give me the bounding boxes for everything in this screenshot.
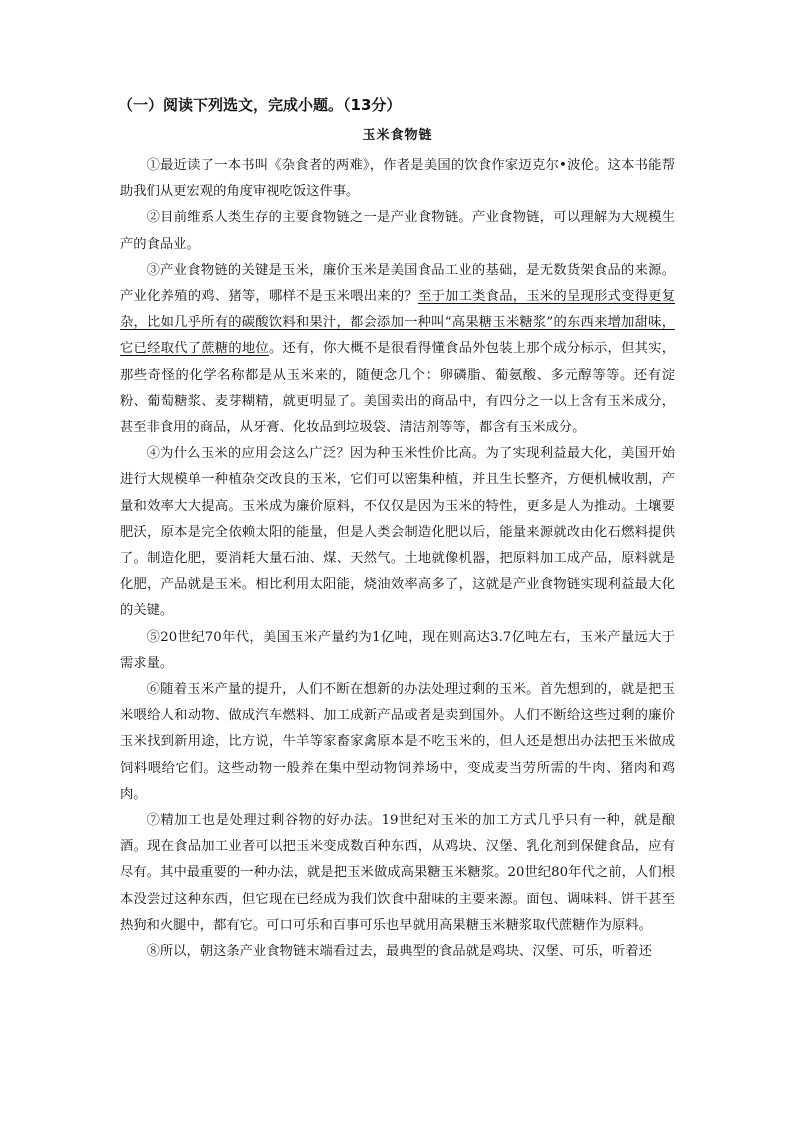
paragraph-6: ⑥随着玉米产量的提升，人们不断在想新的办法处理过剩的玉米。首先想到的，就是把玉米喂给人和动物、做成汽车燃料、加工成新产品或者是卖到国外。人们不断给这些过剩的廉价玉米找到新用途，比方说，牛羊等家畜家禽原本是不吃玉米的，但人还是想出办法把玉米做成饲料喂给它们。这些动物一般养在集中型动物饲养场中，变成麦当劳所需的牛肉、猪肉和鸡肉。: [120, 682, 675, 802]
paragraph-3: [120, 258, 675, 441]
paragraph-8: ⑧所以，朝这条产业食物链末端看过去，最典型的食品就是鸡块、汉堡、可乐，听着还: [146, 944, 652, 960]
paragraph-3-end: 。还有，你大概不是很看得懂食品外包装上那个成分标示，但其实，那些奇怪的化学名称都是从玉米来的，随便念几个：卵磷脂、葡氨酸、多元醇等等。还有淀粉、葡萄糖浆、麦芽糊精，就更明显了。美国卖出的商品中，有四分之一以上含有玉米成分，甚至非食用的商品，从牙膏、化妆品到垃圾袋、清洁剂等等，都含有玉米成分。: [120, 341, 675, 436]
document-page: [120, 95, 675, 965]
section-heading: （一）阅读下列选文，完成小题。（13分）: [118, 96, 402, 114]
underlined-sentence: 至于加工类食品，玉米的呈现形式变得更复杂，比如几乎所有的碳酸饮料和果汁，都会添加一种叫“高果糖玉米糖浆”的东西来增加甜味，它已经取代了蔗糖的地位: [120, 289, 676, 357]
paragraph-1: ①最近读了一本书叫《杂食者的两难》，作者是美国的饮食作家迈克尔•波伦。这本书能帮助我们从更宏观的角度审视吃饭这件事。: [120, 158, 675, 200]
article-title: 玉米食物链: [362, 128, 433, 143]
paragraph-3-start: ③产业食物链的关键是玉米，廉价玉米是美国食品工业的基础，是无数货架食品的来源。产业化养殖的鸡、猪等，哪样不是玉米喂出来的？: [120, 262, 675, 305]
paragraph-2: ②目前维系人类生存的主要食物链之一是产业食物链。产业食物链，可以理解为大规模生产的食品业。: [120, 210, 675, 252]
paragraph-5: ⑤20世纪70年代，美国玉米产量约为1亿吨，现在则高达3.7亿吨左右，玉米产量远大于需求量。: [120, 629, 675, 671]
paragraph-4: ④为什么玉米的应用会这么广泛？因为种玉米性价比高。为了实现利益最大化，美国开始进行大规模单一种植杂交改良的玉米，它们可以密集种植，并且生长整齐，方便机械收割，产量和效率大大提高。玉米成为廉价原料，不仅仅是因为玉米的特性，更多是人为推动。土壤要肥沃，原本是完全依赖太阳的能量，但是人类会制造化肥以后，能量来源就改由化石燃料提供了。制造化肥，要消耗大量石油、煤、天然气。土地就像机器，把原料加工成产品，原料就是化肥，产品就是玉米。相比利用太阳能，烧油效率高多了，这就是产业食物链实现利益最大化的关键。: [120, 446, 675, 619]
paragraph-7: ⑦精加工也是处理过剩谷物的好办法。19世纪对玉米的加工方式几乎只有一种，就是酿酒。现在食品加工业者可以把玉米变成数百种东西，从鸡块、汉堡、乳化剂到保健食品，应有尽有。其中最重要的一种办法，就是把玉米做成高果糖玉米糖浆。20世纪80年代之前，人们根本没尝过这种东西，但它现在已经成为我们饮食中甜味的主要来源。面包、调味料、饼干甚至热狗和火腿中，都有它。可口可乐和百事可乐也早就用高果糖玉米糖浆取代蔗糖作为原料。: [120, 813, 675, 933]
